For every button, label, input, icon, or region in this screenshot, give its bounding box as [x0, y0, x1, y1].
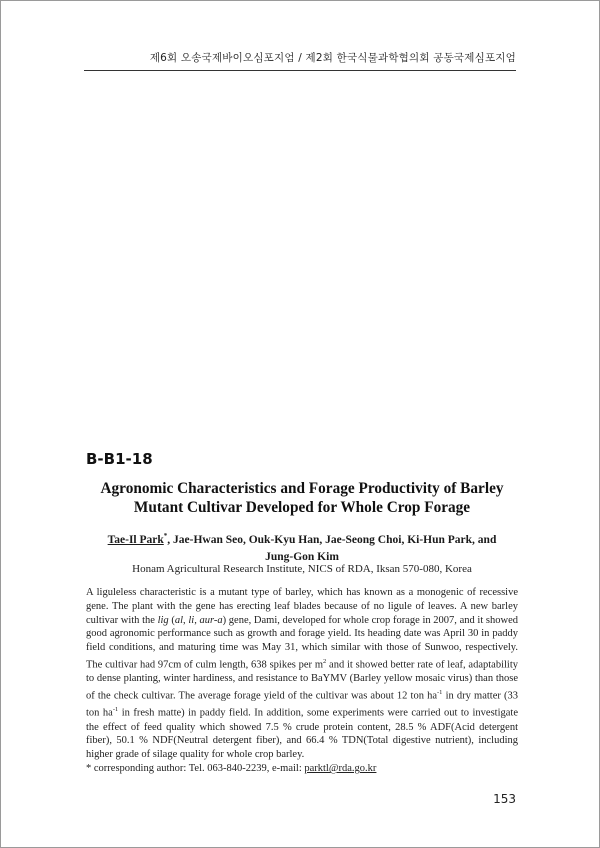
abstract-text: ) gene, Dami, developed for whole crop forage in 2007, and it showed good agronomic performance such as growth and forage yield. Its heading date was April 30 in paddy field conditions, and maturing time was May 31, which similar with those of Sunwoo, respectively. The cultivar had 97cm of culm length, 638 spikes per m — [86, 614, 519, 671]
superscript: 2 — [323, 657, 327, 665]
abstract-text: in fresh matte) in paddy field. In addition, some experiments were carried out to investigate the effect of feed quality which showed 7.5 % crude protein content, 28.5 % ADF(Acid detergent fiber), 50.1 % NDF(Neutral detergent fiber), and 66.4 % TDN(Total digestive nutrient), including higher grade of silage quality for whole crop barley. — [86, 707, 519, 761]
abstract-text: ( — [168, 614, 175, 626]
affiliation: Honam Agricultural Research Institute, NICS of RDA, Iksan 570-080, Korea — [132, 563, 472, 575]
page-number: 153 — [493, 792, 516, 806]
paper-title: Agronomic Characteristics and Forage Productivity of Barley Mutant Cultivar Developed for Whole Crop Forage — [100, 480, 504, 516]
corresponding-author: Tae-Il Park — [107, 533, 164, 546]
abstract-text: , — [194, 614, 200, 626]
abstract-text: and it showed better rate of leaf, adaptability to dense planting, winter hardiness, and resistance to BaYMV (Barley yellow mosaic virus) than those of the check cultivar. The average forage yield of the cultivar was about 12 ton ha — [86, 659, 518, 702]
abstract-text: in dry matter (33 ton ha — [86, 690, 518, 719]
running-header: 제6회 오송국제바이오심포지엄 / 제2회 한국식물과학협의회 공동국제심포지엄 — [149, 52, 516, 64]
abstract-text: , — [183, 614, 189, 626]
abstract — [86, 586, 518, 776]
gene-name: aur-a — [199, 614, 223, 626]
footnote — [86, 762, 518, 776]
paper-code: B-B1-18 — [86, 450, 153, 468]
gene-name: al — [174, 614, 184, 626]
gene-name: lig — [157, 614, 169, 626]
author-list — [86, 528, 518, 566]
corresponding-mark: * — [163, 532, 168, 540]
superscript: -1 — [112, 706, 119, 714]
abstract-body — [86, 586, 518, 762]
superscript: -1 — [437, 689, 443, 697]
header-rule — [84, 70, 516, 71]
co-authors-line1: , Jae-Hwan Seo, Ouk-Kyu Han, Jae-Seong Choi, Ki-Hun Park, and — [167, 533, 497, 546]
abstract-text: A liguleless characteristic is a mutant type of barley, which has known as a monogenic of recessive gene. The plant with the gene has erecting leaf blades because of no ligule of leaves. A new barley cultivar with the — [86, 587, 518, 626]
footnote-text: * corresponding author: Tel. 063-840-2239, e-mail: — [86, 763, 305, 775]
email-link[interactable]: parktl@rda.go.kr — [304, 763, 377, 775]
gene-name: li — [188, 614, 195, 626]
co-authors-line2: Jung-Gon Kim — [265, 550, 339, 563]
